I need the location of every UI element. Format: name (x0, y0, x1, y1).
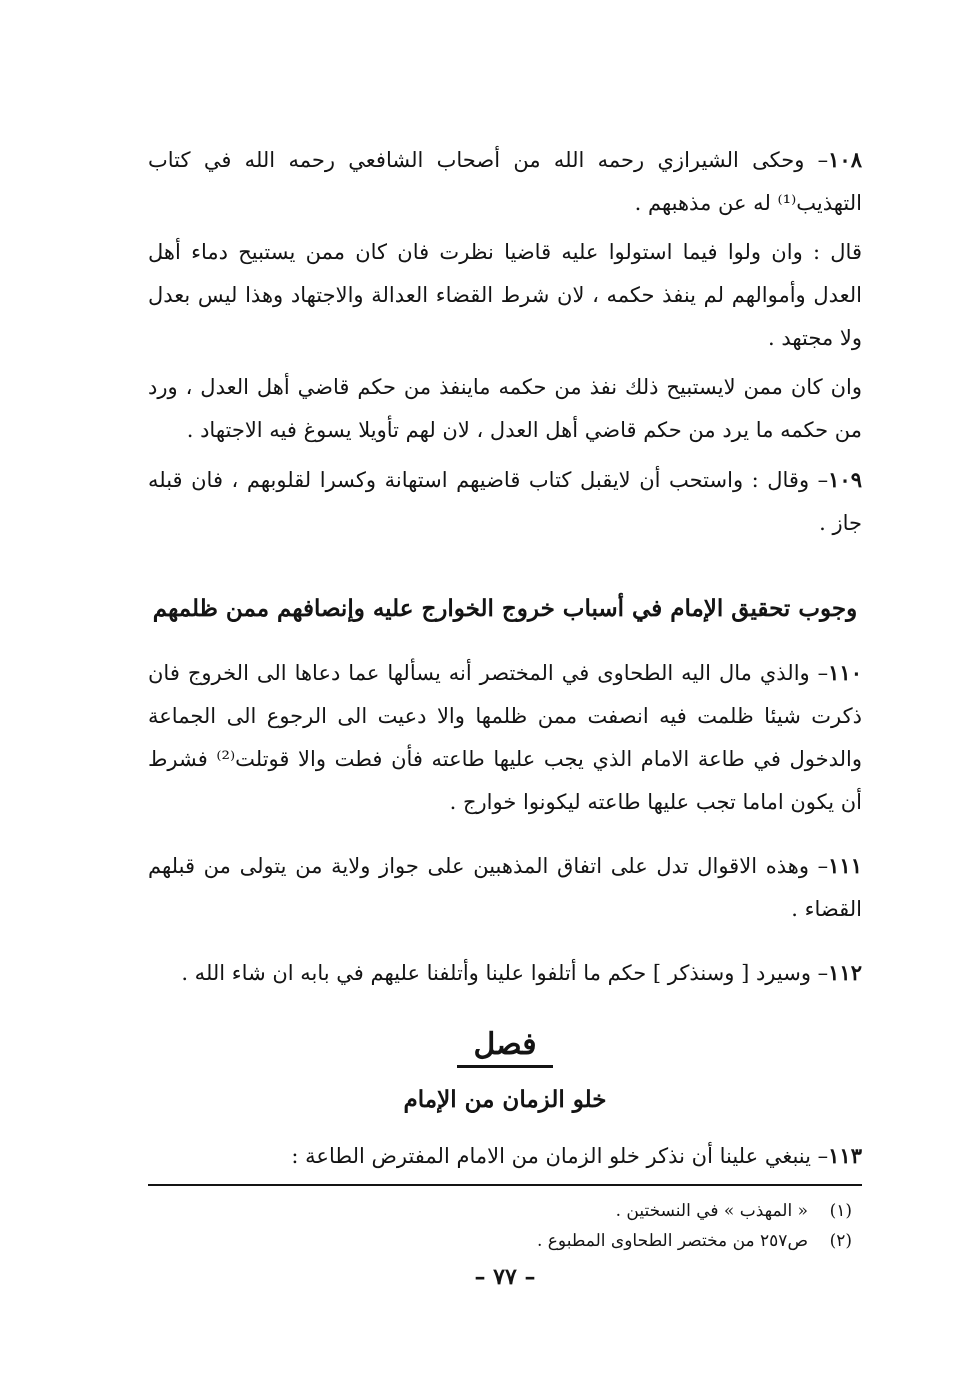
paragraph-number: ١٠٩ (828, 467, 862, 492)
paragraph-110 (148, 651, 862, 824)
paragraph-108-quote-1 (148, 231, 862, 360)
paragraph-text: وان كان ممن لايستبيح ذلك نفذ من حكمه ماينفذ من حكم قاضي أهل العدل ، ورد من حكمه ما يرد من حكم قاضي أهل العدل ، لان لهم تأويلا يسوغ فيه الاجتهاد . (148, 375, 862, 442)
paragraph-112 (148, 951, 862, 995)
paragraph-109 (148, 458, 862, 545)
paragraph-number: ١١٣ (828, 1143, 862, 1168)
footnote-number: (١) (829, 1201, 852, 1221)
paragraph-111 (148, 844, 862, 931)
subsection-heading: خلو الزمان من الإمام (403, 1086, 607, 1113)
paragraph-text: – والذي مال اليه الطحاوى في المختصر أنه يسألها عما دعاها الى الخروج فان ذكرت شيئا ظلمت فيه انصفت ممن ظلمها والا دعيت الى الرجوع الى الجماعة والدخول في طاعة الامام الذي يجب عليها طاعته فأن فطت والا قوتلت⁽²⁾ فشرط أن يكون اماما تجب عليها طاعته ليكونوا خوارج . (148, 661, 862, 814)
page-body (148, 138, 862, 1290)
footnote-text: « المهذب » في النسختين . (615, 1201, 808, 1221)
paragraph-text: – وهذه الاقوال تدل على اتفاق المذهبين على جواز ولاية من يتولى من قبلهم القضاء . (148, 854, 862, 921)
paragraph-108-quote-2 (148, 366, 862, 452)
footnote-text: ص٢٥٧ من مختصر الطحاوى المطبوع . (536, 1231, 808, 1251)
paragraph-113 (148, 1134, 862, 1178)
paragraph-108 (148, 138, 862, 225)
footnote-2 (148, 1226, 862, 1256)
section-heading: وجوب تحقيق الإمام في أسباب خروج الخوارج عليه وإنصافهم ممن ظلمهم (152, 595, 858, 622)
paragraph-number: ١١٠ (828, 660, 862, 685)
paragraph-text: – ينبغي علينا أن نذكر خلو الزمان من الامام المفترض الطاعة : (291, 1144, 829, 1168)
fasl-heading (148, 1025, 862, 1068)
fasl-underline (457, 1065, 553, 1068)
paragraph-text: – وحكى الشيرازي رحمه الله من أصحاب الشافعي رحمه الله في كتاب التهذيب⁽¹⁾ له عن مذهبهم . (148, 148, 862, 215)
footnote-number: (٢) (829, 1231, 852, 1251)
footnote-1 (148, 1196, 862, 1226)
paragraph-text: – وسيرد [ وسنذكر ] حكم ما أتلفوا علينا وأتلفنا عليهم في بابه ان شاء الله . (181, 961, 829, 985)
paragraph-number: ١٠٨ (828, 147, 862, 172)
paragraph-text: قال : وان ولوا فيما استولوا عليه قاضيا نظرت فان كان ممن يستبيح دماء أهل العدل وأموالهم لم ينفذ حكمه ، لان شرط القضاء العدالة والاجتهاد وهذا ليس بعدل ولا مجتهد . (148, 240, 862, 350)
paragraph-number: ١١٢ (828, 960, 862, 985)
page-number: – ٧٧ – (474, 1264, 536, 1290)
footnote-divider (148, 1184, 862, 1186)
paragraph-number: ١١١ (828, 853, 862, 878)
fasl-title: فصل (473, 1027, 537, 1062)
paragraph-text: – وقال : واستحب أن لايقبل كتاب قاضيهم استهانة وكسرا لقلوبهم ، فان قبله جاز . (148, 468, 862, 535)
